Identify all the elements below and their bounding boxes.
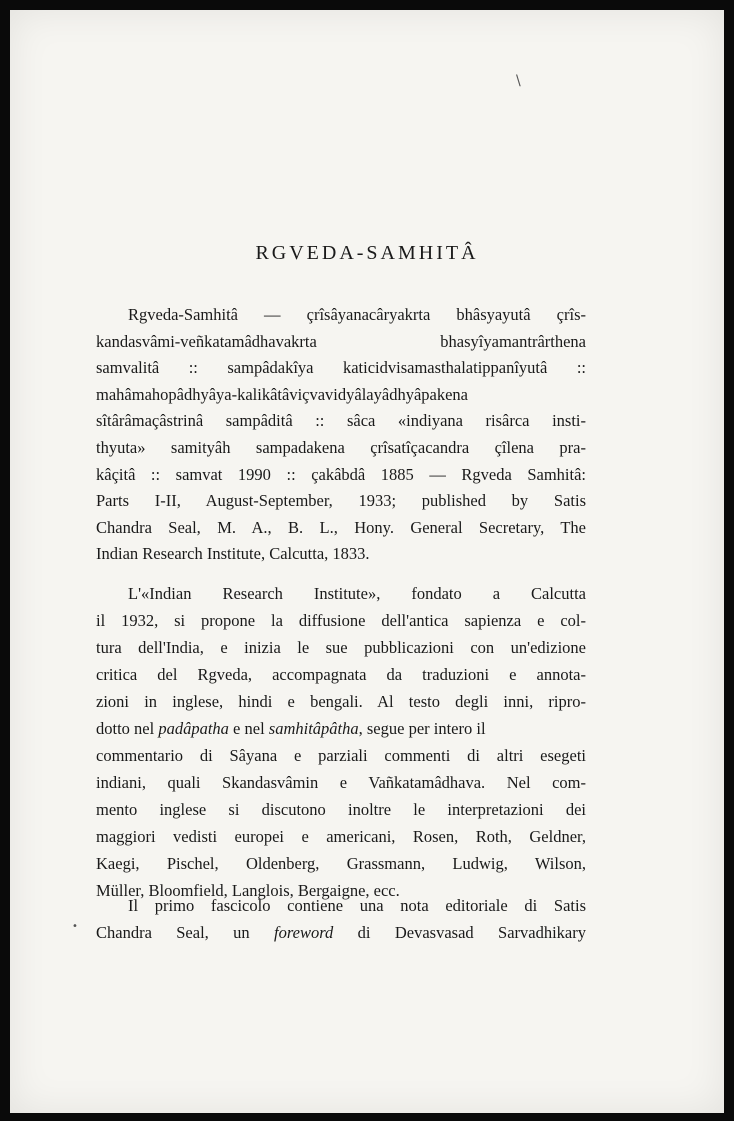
text-line: critica del Rgveda, accompagnata da traduzioni e annota- <box>96 665 586 684</box>
scan-speck-mark: \ <box>516 73 521 89</box>
text-line: Chandra Seal, M. A., B. L., Hony. General Secretary, The <box>96 517 586 537</box>
text-line-with-italics <box>96 715 586 742</box>
text-line: Rgveda-Samhitâ — çrîsâyanacâryakrta bhâsyayutâ çrîs- <box>128 305 586 324</box>
text-fragment: e nel <box>228 719 269 738</box>
text-line: tura dell'India, e inizia le sue pubblicazioni con un'edizione <box>96 638 586 657</box>
text-line: thyuta» samityâh sampadakena çrîsatîçacandra çîlena pra- <box>96 437 586 457</box>
text-line: Parts I-II, August-September, 1933; published by Satis <box>96 491 586 511</box>
book-page <box>10 10 724 1113</box>
text-line: commentario di Sâyana e parziali commenti di altri esegeti <box>96 746 586 765</box>
bibliographic-paragraph <box>96 302 586 568</box>
scan-speck-dot: • <box>72 921 78 932</box>
text-fragment: dotto nel <box>96 719 159 738</box>
text-line-with-italics <box>96 919 586 946</box>
text-line: samvalitâ :: sampâdakîya katicidvisamasthalatippanîyutâ :: <box>96 358 586 378</box>
text-line: kandasvâmi-veñkatamâdhavakrta bhasyîyamantrârthena <box>96 331 586 351</box>
text-line: sîtârâmaçâstrinâ sampâditâ :: sâca «indiyana risârca insti- <box>96 411 586 431</box>
text-fragment: Chandra Seal, un <box>96 923 275 942</box>
text-line: Kaegi, Pischel, Oldenberg, Grassmann, Ludwig, Wilson, <box>96 854 586 873</box>
text-line: Müller, Bloomfield, Langlois, Bergaigne, ecc. <box>96 881 400 900</box>
text-line: il 1932, si propone la diffusione dell'antica sapienza e col- <box>96 611 586 630</box>
text-line: L'«Indian Research Institute», fondato a Calcutta <box>128 584 586 603</box>
text-line: Indian Research Institute, Calcutta, 1833. <box>96 544 370 564</box>
description-paragraph <box>96 580 586 904</box>
text-fragment: di Devasvasad Sarvadhikary <box>333 923 586 942</box>
text-fragment: , segue per intero il <box>358 719 486 738</box>
text-line: zioni in inglese, hindi e bengali. Al testo degli inni, ripro- <box>96 692 586 711</box>
fascicle-paragraph <box>96 892 586 946</box>
italic-term-padapatha: padâpatha <box>158 719 229 738</box>
italic-term-foreword: foreword <box>274 923 334 942</box>
text-line: kâçitâ :: samvat 1990 :: çakâbdâ 1885 — Rgveda Samhitâ: <box>96 464 586 484</box>
text-line: indiani, quali Skandasvâmin e Vañkatamâdhava. Nel com- <box>96 773 586 792</box>
text-line: Il primo fascicolo contiene una nota editoriale di Satis <box>128 896 586 915</box>
text-line: mahâmahopâdhyâya-kalikâtâviçvavidyâlayâdhyâpakena <box>96 384 468 404</box>
italic-term-samhitapatha: samhitâpâtha <box>268 719 359 738</box>
page-title: RGVEDA-SAMHITÂ <box>255 242 479 264</box>
text-line: maggiori vedisti europei e americani, Rosen, Roth, Geldner, <box>96 827 586 846</box>
text-line: mento inglese si discutono inoltre le interpretazioni dei <box>96 800 586 819</box>
